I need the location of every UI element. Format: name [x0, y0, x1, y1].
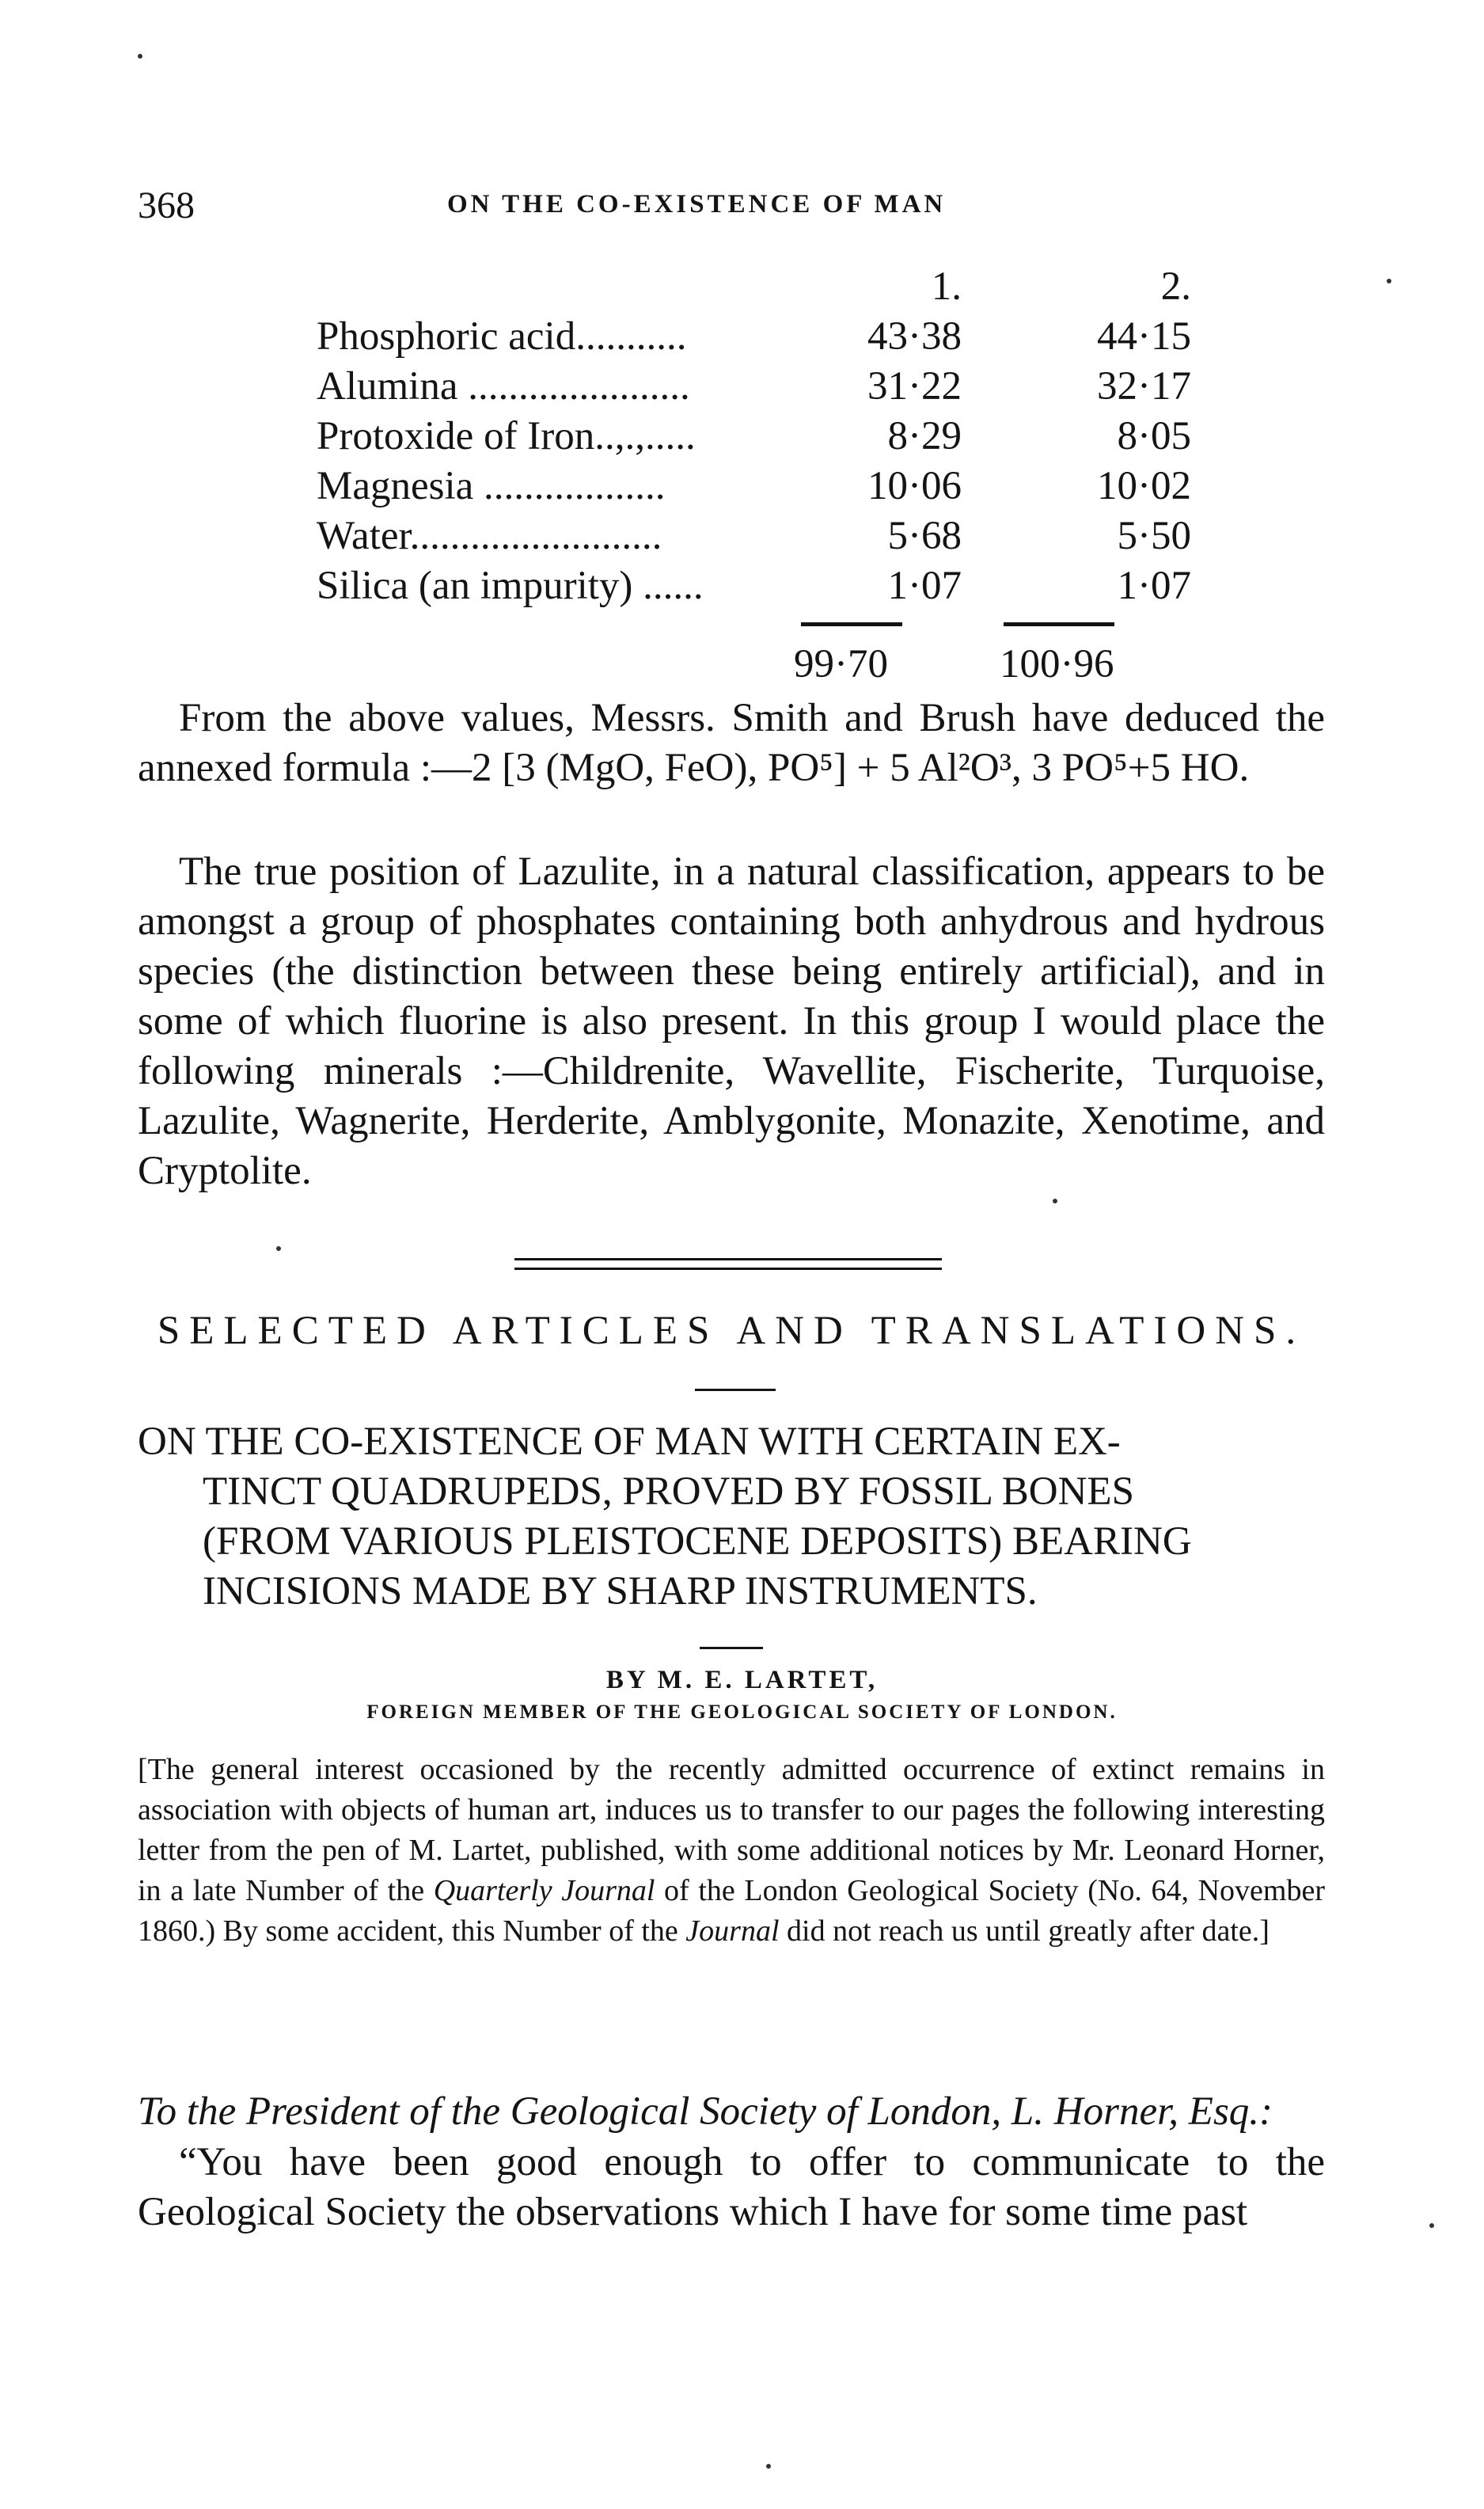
letter-opening: “You have been good enough to offer to communicate to the Geological Society the observations which I have for some time past — [138, 2140, 1325, 2234]
row-value-1: 1·07 — [887, 563, 962, 608]
row-label: Alumina ...................... — [317, 363, 690, 409]
row-value-1: 8·29 — [887, 413, 962, 458]
column-header-2: 2. — [1160, 264, 1191, 309]
section-heading: SELECTED ARTICLES AND TRANSLATIONS. — [157, 1309, 1306, 1353]
row-value-2: 1·07 — [1117, 563, 1191, 608]
article-title-line: ON THE CO-EXISTENCE OF MAN WITH CERTAIN EX- — [138, 1420, 1121, 1464]
print-speck — [138, 54, 142, 59]
article-title-line: INCISIONS MADE BY SHARP INSTRUMENTS. — [203, 1569, 1038, 1614]
title-rule — [700, 1647, 763, 1649]
total-value-1: 99·70 — [794, 642, 888, 686]
running-header — [0, 184, 1484, 231]
table-row — [317, 561, 1191, 610]
byline: BY M. E. LARTET, — [605, 1666, 879, 1694]
table-row — [317, 411, 1191, 461]
editorial-note-text: did not reach us until greatly after date.] — [779, 1914, 1270, 1948]
print-speck — [766, 2464, 771, 2469]
section-divider — [514, 1258, 942, 1270]
total-rule-2 — [1004, 622, 1114, 626]
print-speck — [1387, 279, 1391, 283]
editorial-note-text: [The general interest occasioned by the recently admitted occurrence of extinct remains in association with objects of human art, induces us to transfer to our pages the following interesting letter from the pen of M. Lartet, published, with some additional notices by Mr. Leonard Horner, in a late Number of the — [138, 1753, 1325, 1907]
row-value-2: 32·17 — [1097, 363, 1191, 409]
page-number: 368 — [138, 184, 195, 226]
table-header-row — [317, 261, 1191, 311]
total-value-2: 100·96 — [1000, 642, 1114, 686]
table-row — [317, 361, 1191, 411]
print-speck — [276, 1246, 281, 1251]
letter-addressee: To the President of the Geological Society of London, L. Horner, Esq.: — [138, 2089, 1273, 2134]
row-label: Silica (an impurity) ...... — [317, 563, 704, 608]
heading-rule — [695, 1389, 776, 1391]
row-value-2: 8·05 — [1117, 413, 1191, 458]
article-title — [138, 1417, 1325, 1617]
print-speck — [1053, 1199, 1057, 1203]
running-head: ON THE CO-EXISTENCE OF MAN — [447, 190, 947, 219]
analysis-table — [317, 261, 1191, 610]
row-label: Protoxide of Iron..,.,..... — [317, 413, 696, 458]
formula-paragraph: From the above values, Messrs. Smith and Brush have deduced the annexed formula :—2 [3 (MgO, FeO), PO⁵] + 5 Al²O³, 3 PO⁵+5 HO. — [138, 696, 1325, 790]
row-value-1: 43·38 — [867, 314, 962, 359]
journal-title: Journal — [685, 1914, 780, 1948]
column-header-1: 1. — [931, 264, 962, 309]
author-affiliation: FOREIGN MEMBER OF THE GEOLOGICAL SOCIETY OF LONDON. — [366, 1701, 1118, 1723]
lazulite-paragraph: The true position of Lazulite, in a natural classification, appears to be amongst a group of phosphates containing both anhydrous and hydrous species (the distinction between these being entirely artificial), and in some of which fluorine is also present. In this group I would place the following minerals :—Childrenite, Wavellite, Fischerite, Turquoise, Lazulite, Wagnerite, Herderite, Amblygonite, Monazite, Xenotime, and Cryptolite. — [138, 850, 1325, 1193]
row-value-2: 10·02 — [1097, 463, 1191, 508]
editorial-note-text: of the London Geological Society (No. 64, November 1860.) By some accident, this Number of the — [138, 1874, 1325, 1948]
editorial-note — [138, 1750, 1325, 1952]
row-value-1: 10·06 — [867, 463, 962, 508]
row-value-2: 5·50 — [1117, 513, 1191, 558]
table-row — [317, 311, 1191, 361]
row-value-2: 44·15 — [1097, 314, 1191, 359]
journal-title: Quarterly Journal — [433, 1874, 655, 1907]
table-row — [317, 461, 1191, 511]
row-label: Water......................... — [317, 513, 662, 558]
total-rule-1 — [801, 622, 902, 626]
article-title-line: TINCT QUADRUPEDS, PROVED BY FOSSIL BONES — [203, 1469, 1134, 1514]
row-value-1: 5·68 — [887, 513, 962, 558]
row-label: Phosphoric acid........... — [317, 314, 687, 359]
row-value-1: 31·22 — [867, 363, 962, 409]
row-label: Magnesia .................. — [317, 463, 666, 508]
table-row — [317, 511, 1191, 561]
print-speck — [1429, 2223, 1434, 2228]
article-title-line: (FROM VARIOUS PLEISTOCENE DEPOSITS) BEARING — [203, 1519, 1192, 1564]
